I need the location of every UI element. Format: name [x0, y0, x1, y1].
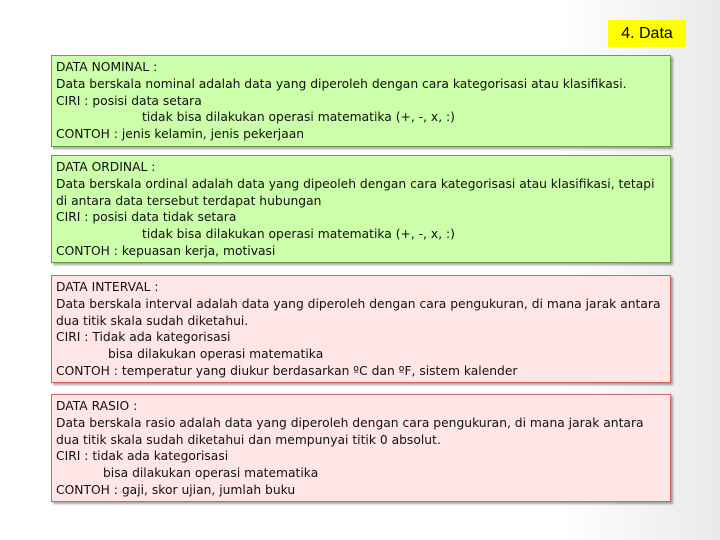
rasio-heading: DATA RASIO : [56, 399, 138, 413]
rasio-box [51, 394, 671, 502]
nominal-contoh-label: CONTOH : [56, 127, 118, 142]
nominal-ciri-label: CIRI : [56, 93, 89, 108]
ordinal-contoh-value: kepuasan kerja, motivasi [121, 243, 276, 258]
nominal-heading: DATA NOMINAL : [56, 60, 158, 74]
interval-contoh [56, 363, 666, 380]
ordinal-definition: Data berskala ordinal adalah data yang dipeoleh dengan cara kategorisasi atau klasifikasi, tetapi di antara data tersebut terdapat hubungan [56, 176, 655, 208]
nominal-contoh [56, 126, 666, 143]
interval-contoh-label: CONTOH : [56, 363, 118, 378]
ordinal-ciri-1: posisi data tidak setara [92, 210, 237, 225]
nominal-contoh-value: jenis kelamin, jenis pekerjaan [121, 127, 305, 142]
interval-ciri-1: Tidak ada kategorisasi [92, 330, 231, 345]
interval-ciri [56, 329, 666, 346]
nominal-box [51, 55, 671, 147]
rasio-contoh [56, 482, 666, 499]
nominal-ciri-1: posisi data setara [92, 93, 202, 108]
ordinal-ciri-2: tidak bisa dilakukan operasi matematika (+, -, x, :) [142, 227, 455, 242]
rasio-ciri-label: CIRI : [56, 449, 89, 464]
interval-definition: Data berskala interval adalah data yang diperoleh dengan cara pengukuran, di mana jarak antara dua titik skala sudah diketahui. [56, 296, 661, 328]
interval-ciri-label: CIRI : [56, 330, 89, 345]
rasio-ciri-1: tidak ada kategorisasi [92, 449, 229, 464]
ordinal-contoh [56, 243, 666, 260]
rasio-ciri [56, 448, 666, 465]
interval-contoh-value: temperatur yang diukur berdasarkan ºC dan ºF, sistem kalender [121, 363, 518, 378]
interval-ciri-2: bisa dilakukan operasi matematika [108, 347, 324, 362]
ordinal-heading: DATA ORDINAL : [56, 160, 156, 174]
rasio-contoh-label: CONTOH : [56, 482, 118, 497]
ordinal-box [51, 155, 671, 263]
rasio-contoh-value: gaji, skor ujian, jumlah buku [121, 482, 296, 497]
slide-title: 4. Data [608, 20, 686, 47]
ordinal-ciri-label: CIRI : [56, 210, 89, 225]
nominal-ciri-2: tidak bisa dilakukan operasi matematika (+, -, x, :) [142, 110, 455, 125]
rasio-definition: Data berskala rasio adalah data yang diperoleh dengan cara pengukuran, di mana jarak antara dua titik skala sudah diketahui dan mempunyai titik 0 absolut. [56, 415, 644, 447]
ordinal-ciri [56, 209, 666, 226]
interval-heading: DATA INTERVAL : [56, 280, 159, 294]
nominal-definition: Data berskala nominal adalah data yang diperoleh dengan cara kategorisasi atau klasifikasi. [56, 76, 627, 91]
interval-box [51, 275, 671, 383]
nominal-ciri [56, 93, 666, 110]
ordinal-contoh-label: CONTOH : [56, 243, 118, 258]
rasio-ciri-2: bisa dilakukan operasi matematika [103, 466, 319, 481]
